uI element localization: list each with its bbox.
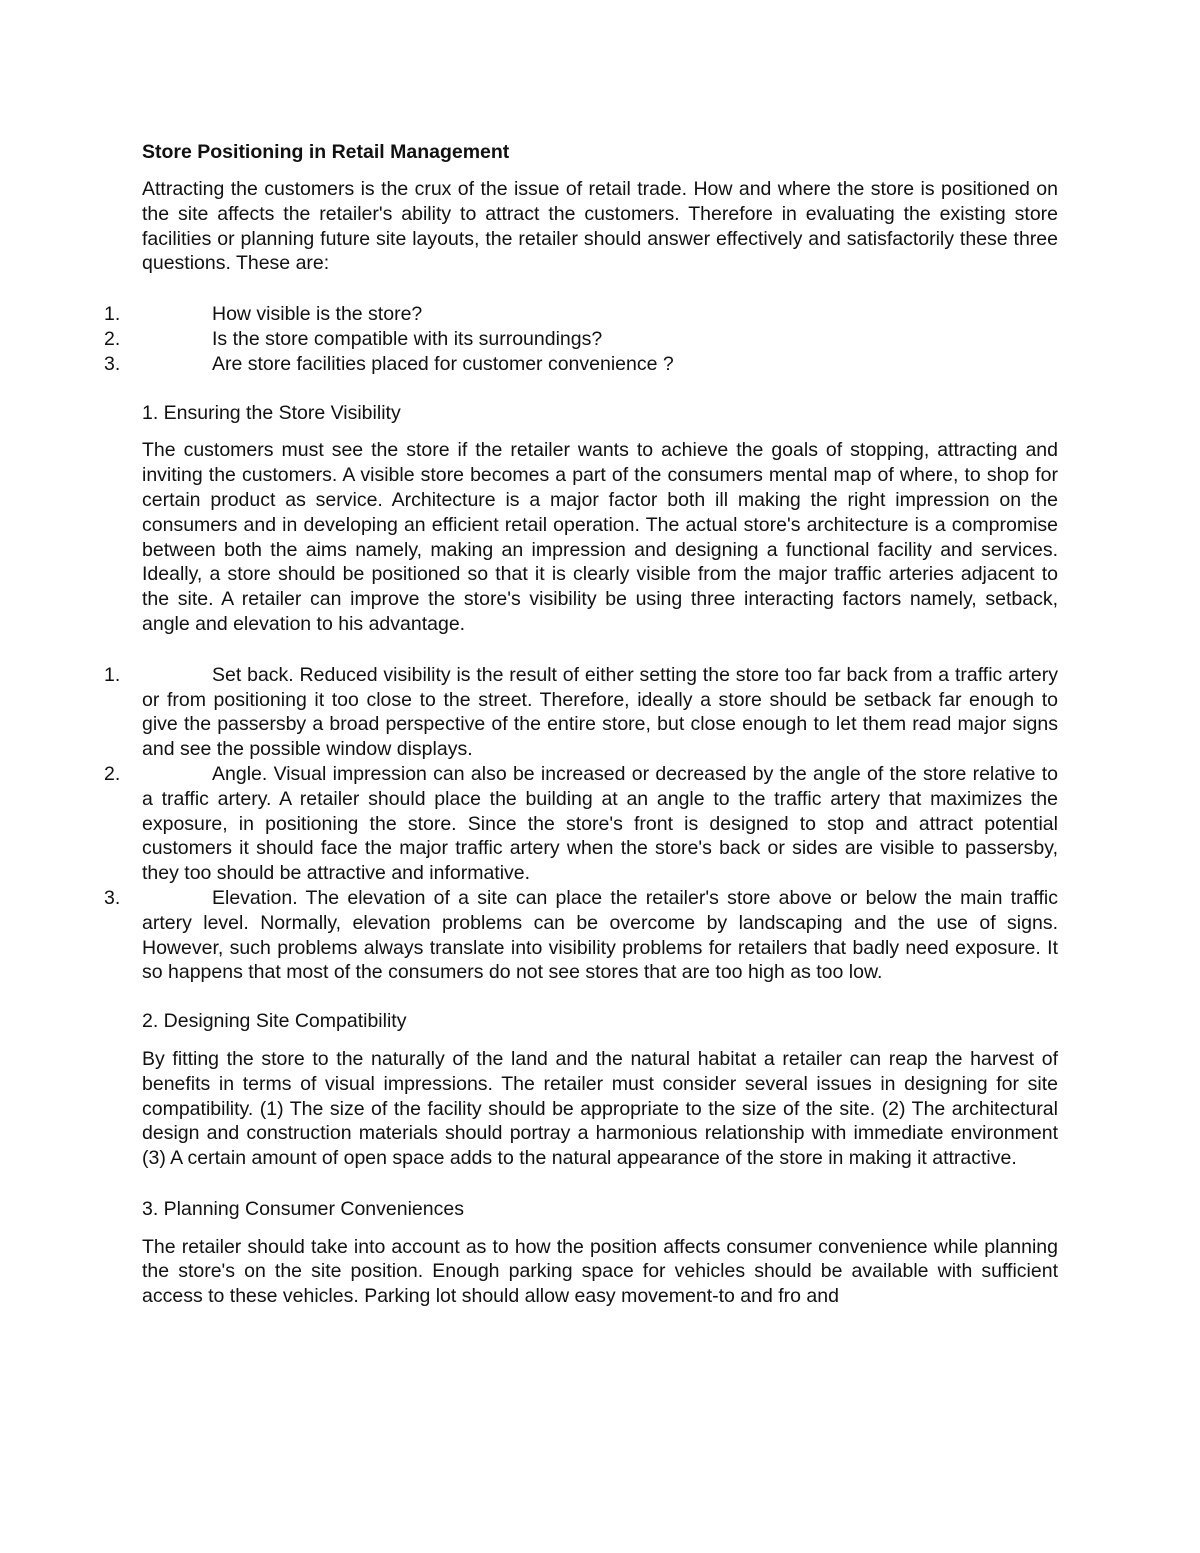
section-heading-compatibility: 2. Designing Site Compatibility [142,1010,407,1033]
question-text: Are store facilities placed for customer convenience ? [212,352,674,375]
factor-text: Set back. Reduced visibility is the result of either setting the store too far back from a traffic artery or from positioning it too close to the street. Therefore, ideally a store should be setback far enough to give the passersby a broad perspective of the entire store, but close enough to let them read major signs and see the possible window displays. [142,663,1058,761]
question-item [104,352,1058,377]
visibility-factors-list [104,663,1058,985]
factor-item-elevation [104,886,1058,985]
factor-text: Elevation. The elevation of a site can place the retailer's store above or below the main traffic artery level. Normally, elevation problems can be overcome by landscaping and the use of signs. However, such problems always translate into visibility problems for retailers that badly need exposure. It so happens that most of the consumers do not see stores that are too high as too low. [142,886,1058,984]
question-number: 3. [104,352,121,375]
factor-item-setback [104,663,1058,762]
question-number: 2. [104,327,121,350]
questions-list [104,302,1058,376]
document-content [104,140,1058,1309]
intro-paragraph: Attracting the customers is the crux of the issue of retail trade. How and where the store is positioned on the site affects the retailer's ability to attract the customers. Therefore in evaluating the existing store facilities or planning future site layouts, the retailer should answer effectively and satisfactorily these three questions. These are: [142,178,1058,275]
factor-number: 1. [104,663,121,686]
section-heading-visibility: 1. Ensuring the Store Visibility [142,401,401,424]
factor-number: 3. [104,886,121,909]
factor-number: 2. [104,762,121,785]
section-body-visibility: The customers must see the store if the retailer wants to achieve the goals of stopping, attracting and inviting the customers. A visible store becomes a part of the consumers mental map of where, to shop for certain product as service. Architecture is a major factor both ill making the right impression on the consumers and in developing an efficient retail operation. The actual store's architecture is a compromise between both the aims namely, making an impression and designing a functional facility and services. Ideally, a store should be positioned so that it is clearly visible from the major traffic arteries adjacent to the site. A retailer can improve the store's visibility be using three interacting factors namely, setback, angle and elevation to his advantage. [142,439,1058,635]
section-body-compatibility: By fitting the store to the naturally of the land and the natural habitat a retailer can reap the harvest of benefits in terms of visual impressions. The retailer must consider several issues in designing for site compatibility. (1) The size of the facility should be appropriate to the size of the site. (2) The architectural design and construction materials should portray a harmonious relationship with immediate environment (3) A certain amount of open space adds to the natural appearance of the store in making it attractive. [142,1047,1058,1170]
document-title: Store Positioning in Retail Management [142,141,510,163]
factor-item-angle [104,762,1058,886]
section-body-conveniences: The retailer should take into account as to how the position affects consumer convenience while planning the store's on the site position. Enough parking space for vehicles should be available with sufficient access to these vehicles. Parking lot should allow easy movement-to and fro and [142,1235,1058,1308]
question-text: How visible is the store? [212,303,423,326]
question-item [104,327,1058,352]
section-heading-conveniences: 3. Planning Consumer Conveniences [142,1197,464,1220]
question-item [104,302,1058,327]
question-number: 1. [104,303,121,326]
question-text: Is the store compatible with its surroundings? [212,327,603,350]
factor-text: Angle. Visual impression can also be increased or decreased by the angle of the store relative to a traffic artery. A retailer should place the building at an angle to the traffic artery that maximizes the exposure, in positioning the store. Since the store's front is designed to stop and attract potential customers it should face the major traffic artery when the store's back or sides are visible to passersby, they too should be attractive and informative. [142,762,1058,885]
